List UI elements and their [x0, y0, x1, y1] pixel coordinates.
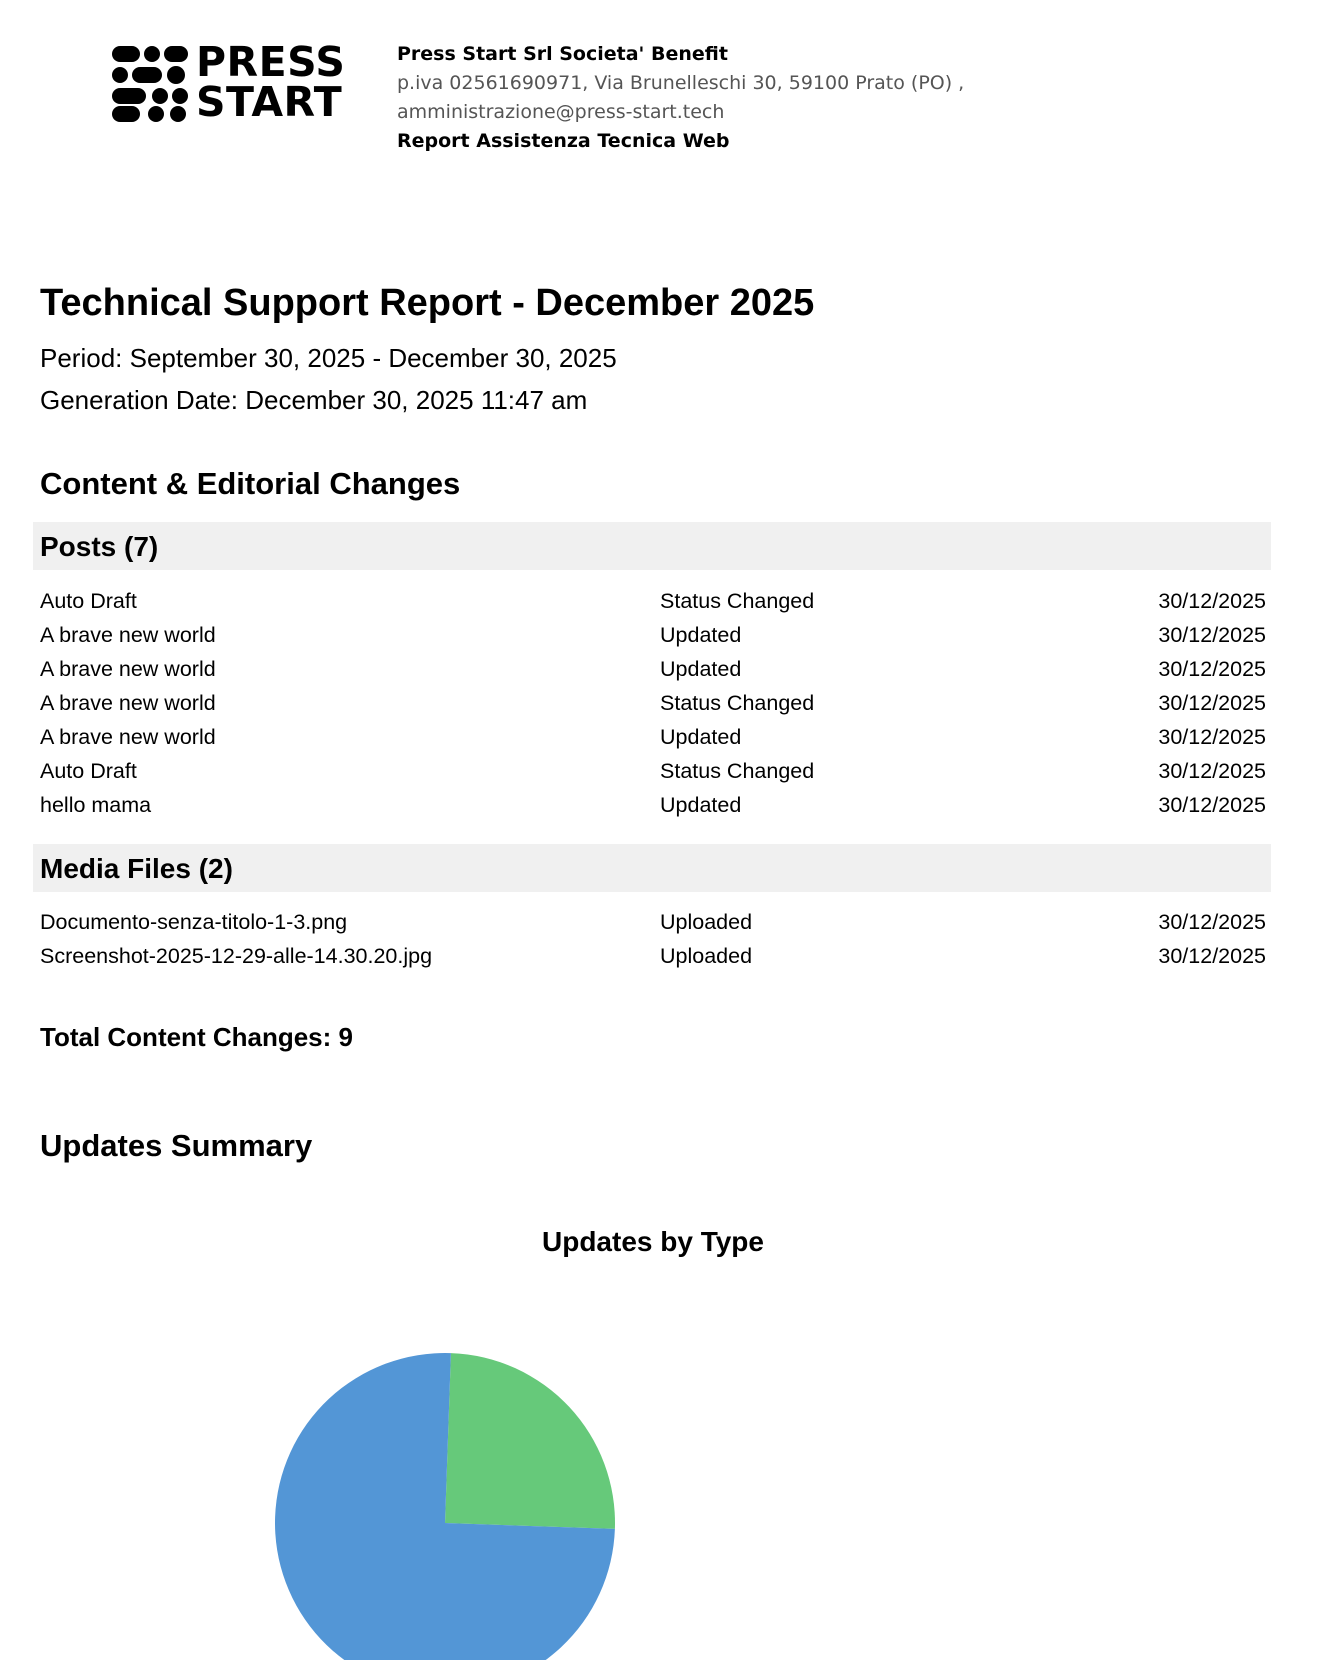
- logo-blob-icon: [112, 44, 188, 122]
- posts-row: [40, 657, 1266, 691]
- media-section-bar: [33, 844, 1271, 892]
- posts-item-name: A brave new world: [40, 725, 216, 749]
- pie-slice-1: [445, 1353, 615, 1529]
- posts-item-name: A brave new world: [40, 691, 216, 715]
- posts-date: 30/12/2025: [1158, 589, 1266, 613]
- posts-row: [40, 759, 1266, 793]
- posts-date: 30/12/2025: [1158, 691, 1266, 715]
- media-row: [40, 910, 1266, 944]
- posts-heading: Posts (7): [40, 531, 159, 562]
- posts-item-name: Auto Draft: [40, 589, 137, 613]
- media-date: 30/12/2025: [1158, 910, 1266, 934]
- media-item-name: Screenshot-2025-12-29-alle-14.30.20.jpg: [40, 944, 433, 968]
- posts-action: Status Changed: [660, 691, 815, 715]
- posts-date: 30/12/2025: [1158, 793, 1266, 817]
- posts-row: [40, 793, 1266, 827]
- posts-row: [40, 725, 1266, 759]
- updates-section-heading: Updates Summary: [40, 1128, 313, 1163]
- company-email: amministrazione@press-start.tech: [397, 101, 725, 123]
- media-action: Uploaded: [660, 944, 753, 968]
- posts-date: 30/12/2025: [1158, 725, 1266, 749]
- posts-row: [40, 623, 1266, 657]
- report-generation-date: Generation Date: December 30, 2025 11:47 am: [40, 385, 588, 415]
- media-heading: Media Files (2): [40, 853, 233, 884]
- posts-item-name: hello mama: [40, 793, 152, 817]
- posts-action: Updated: [660, 623, 742, 647]
- posts-action: Status Changed: [660, 759, 815, 783]
- posts-item-name: A brave new world: [40, 657, 216, 681]
- posts-action: Updated: [660, 657, 742, 681]
- press-start-logo: [112, 38, 346, 126]
- posts-section-bar: [33, 522, 1271, 570]
- logo-wordmark: PRESS START: [196, 38, 346, 126]
- company-address: p.iva 02561690971, Via Brunelleschi 30, 59100 Prato (PO) ,: [397, 72, 965, 94]
- posts-item-name: Auto Draft: [40, 759, 137, 783]
- media-action: Uploaded: [660, 910, 753, 934]
- total-content-changes: Total Content Changes: 9: [40, 1022, 353, 1052]
- updates-pie-chart: [270, 1352, 620, 1660]
- content-section-heading: Content & Editorial Changes: [40, 466, 461, 501]
- posts-row: [40, 691, 1266, 725]
- media-item-name: Documento-senza-titolo-1-3.png: [40, 910, 348, 934]
- posts-action: Updated: [660, 725, 742, 749]
- report-subtitle: Report Assistenza Tecnica Web: [397, 130, 730, 152]
- posts-date: 30/12/2025: [1158, 759, 1266, 783]
- report-title: Technical Support Report - December 2025: [40, 282, 815, 324]
- posts-date: 30/12/2025: [1158, 623, 1266, 647]
- report-period: Period: September 30, 2025 - December 30, 2025: [40, 343, 617, 373]
- company-name: Press Start Srl Societa' Benefit: [397, 43, 728, 65]
- posts-date: 30/12/2025: [1158, 657, 1266, 681]
- posts-row: [40, 589, 1266, 623]
- report-header: [0, 0, 1332, 170]
- posts-action: Status Changed: [660, 589, 815, 613]
- company-info: [397, 40, 964, 156]
- media-row: [40, 944, 1266, 978]
- media-date: 30/12/2025: [1158, 944, 1266, 968]
- chart-title: Updates by Type: [542, 1226, 764, 1257]
- posts-item-name: A brave new world: [40, 623, 216, 647]
- posts-action: Updated: [660, 793, 742, 817]
